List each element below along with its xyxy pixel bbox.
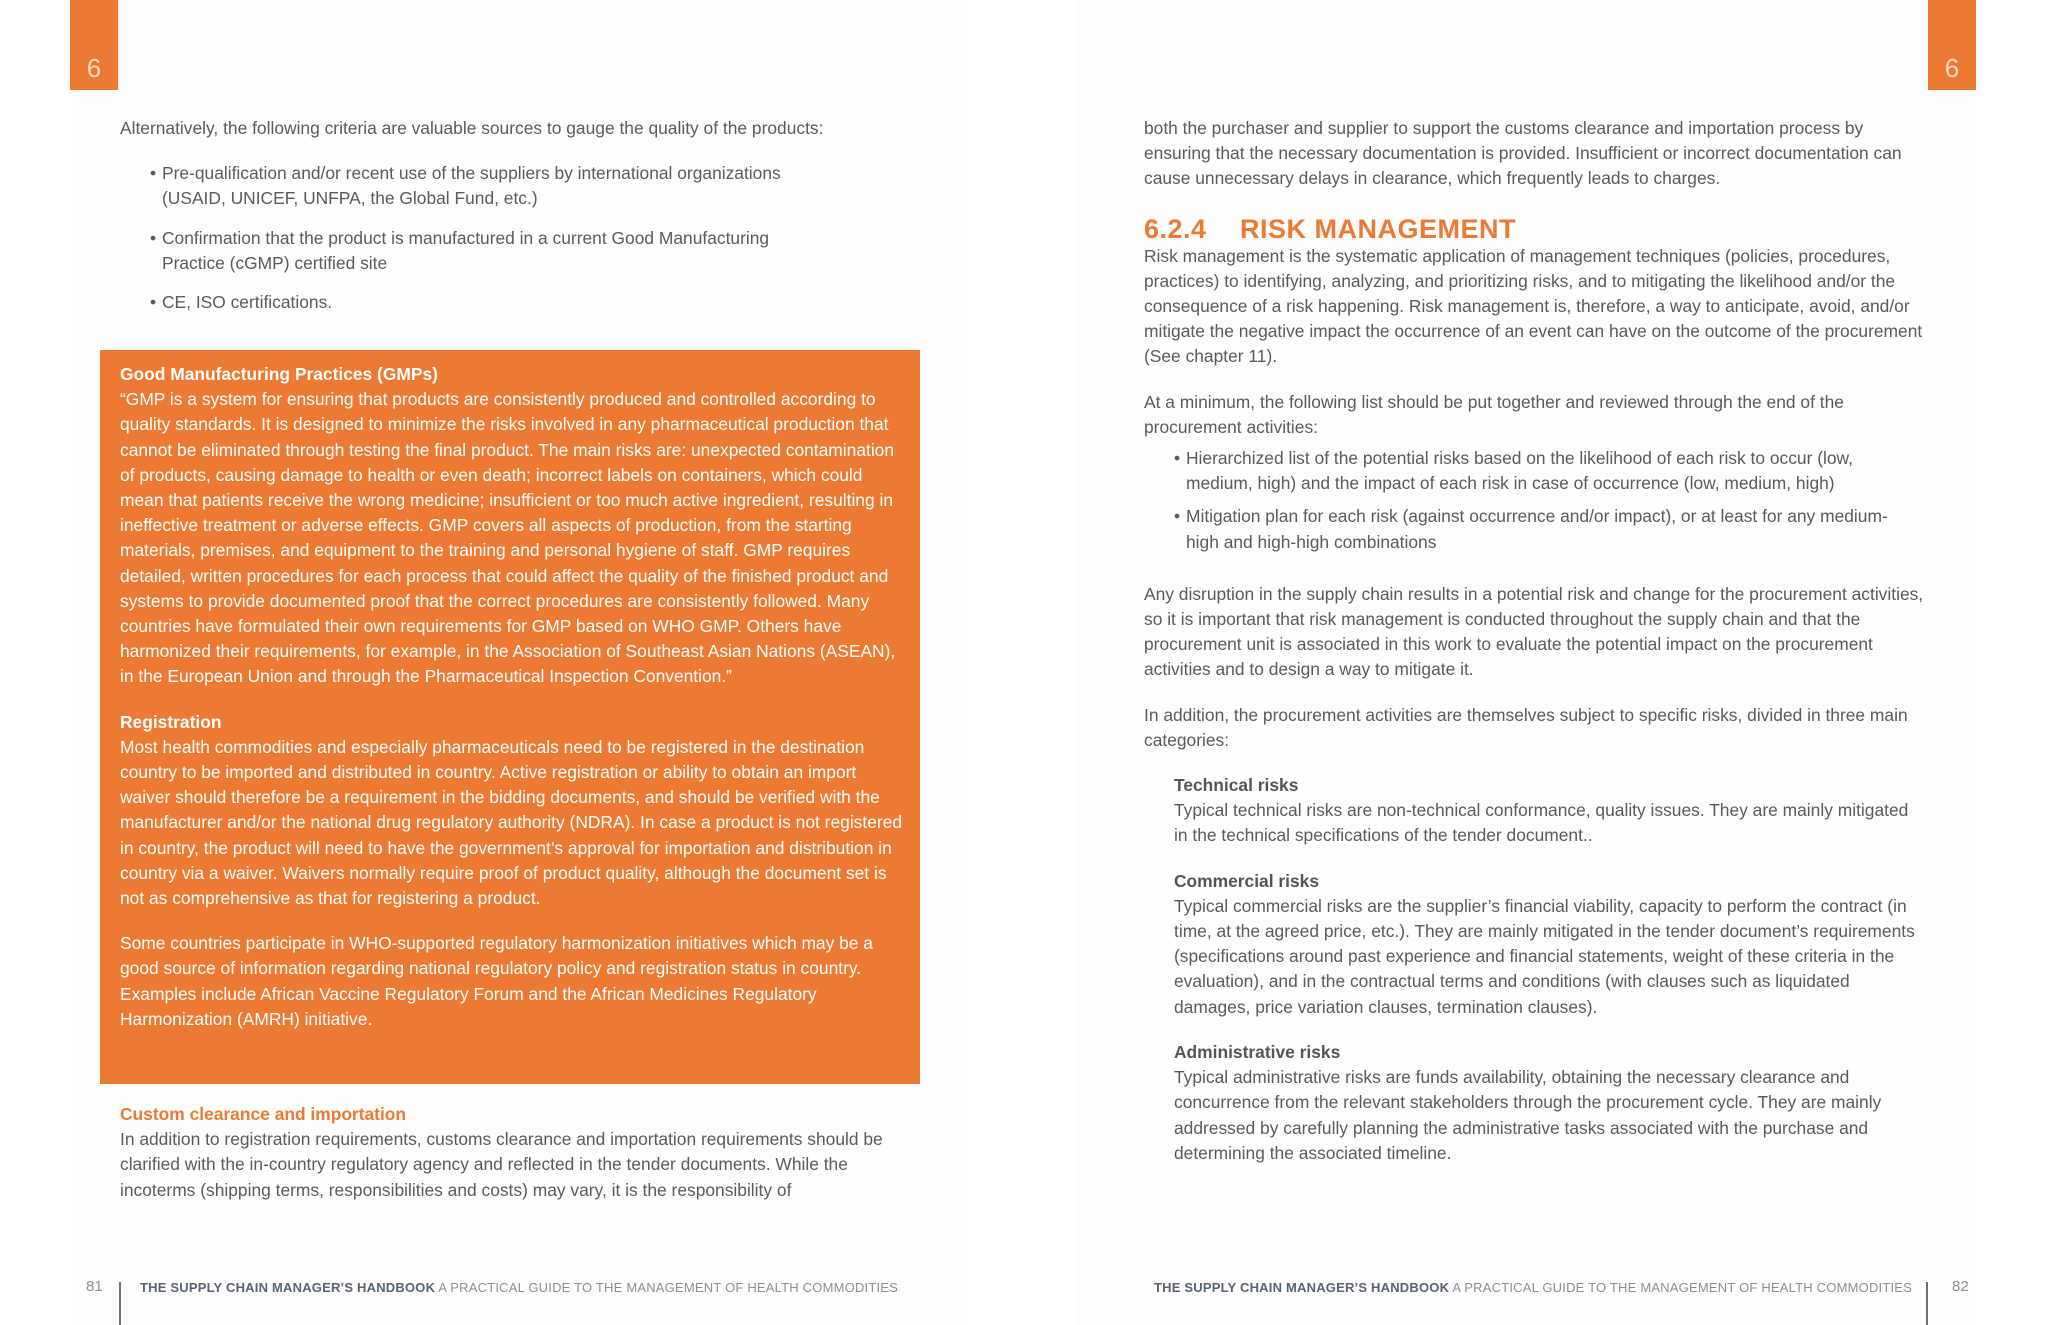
book-subtitle: A PRACTICAL GUIDE TO THE MANAGEMENT OF HEALTH COMMODITIES <box>1452 1280 1913 1295</box>
custom-clearance-paragraph: In addition to registration requirements, customs clearance and importation requirements should be clarified with the in-country regulatory agency and reflected in the tender documents. While the incoterms (shipping terms, responsibilities and costs) may vary, it is the responsibility of <box>120 1129 883 1200</box>
footer-divider-left <box>119 1282 121 1325</box>
left-page-number: 81 <box>86 1278 103 1295</box>
gmp-heading: Good Manufacturing Practices (GMPs) <box>120 364 438 384</box>
administrative-risks-paragraph: Typical administrative risks are funds availability, obtaining the necessary clearance and concurrence from the relevant stakeholders through the procurement cycle. They are mainly addressed by carefully planning the administrative tasks associated with the purchase and determining the associated timeline. <box>1174 1067 1882 1163</box>
chapter-number: 6 <box>86 53 102 83</box>
registration-paragraph: Most health commodities and especially pharmaceuticals need to be registered in the destination country to be imported and distributed in country. Active registration or ability to obtain an import waiver should therefore be a requirement in the bidding documents, and should be verified with the manufacturer and/or the national drug regulatory authority (NDRA). In case a product is not registered in country, the product will need to have the government’s approval for importation and distribution in country via a waiver. Waivers normally require proof of product quality, although the document set is not as comprehensive as that for registering a product. <box>120 736 903 909</box>
risk-categories <box>1174 773 1924 1166</box>
chapter-tab-right <box>1928 0 1976 90</box>
gmp-paragraph: “GMP is a system for ensuring that products are consistently produced and controlled according to quality standards. It is designed to minimize the risks involved in any pharmaceutical production that cannot be eliminated through testing the final product. The main risks are: unexpected contamination of products, causing damage to health or even death; incorrect labels on containers, which could mean that patients receive the wrong medicine; insufficient or too much active ingredient, resulting in ineffective treatment or adverse effects. GMP covers all aspects of production, from the starting materials, premises, and equipment to the training and personal hygiene of staff. GMP requires detailed, written procedures for each process that could affect the quality of the finished product and systems to provide documented proof that the correct procedures are consistently followed. Many countries have formulated their own requirements for GMP based on WHO GMP. Others have harmonized their requirements, for example, in the Association of Southeast Asian Nations (ASEAN), in the European Union and through the Pharmaceutical Inspection Convention.” <box>120 389 896 687</box>
section-heading <box>1144 214 1924 244</box>
intro-paragraph: Alternatively, the following criteria are valuable sources to gauge the quality of the products: <box>120 118 824 138</box>
list-item: • Hierarchized list of the potential risks based on the likelihood of each risk to occur (low, medium, high) and the impact of each risk in case of occurrence (low, medium, high) <box>1174 446 1914 496</box>
footer-divider-right <box>1926 1282 1928 1325</box>
risk-list <box>1174 446 1914 555</box>
gmp-callout-content <box>120 362 910 1032</box>
book-title: THE SUPPLY CHAIN MANAGER’S HANDBOOK <box>1154 1280 1450 1295</box>
administrative-risks-heading: Administrative risks <box>1174 1041 1341 1062</box>
left-footer <box>140 1280 898 1295</box>
commercial-risks-paragraph: Typical commercial risks are the supplier’s financial viability, capacity to perform the contract (in time, at the agreed price, etc.). They are mainly mitigated in the tender document’s requirements (specifications around past experience and financial statements, weight of these criteria in the evaluation), and in the contractual terms and conditions (with clauses such as liquidated damages, price variation clauses, termination clauses). <box>1174 895 1915 1017</box>
custom-clearance-heading: Custom clearance and importation <box>120 1104 407 1124</box>
chapter-tab-left <box>70 0 118 90</box>
continuation-paragraph: both the purchaser and supplier to support the customs clearance and importation process by ensuring that the necessary documentation is provided. Insufficient or incorrect documentation can cause unnecessary delays in clearance, which frequently leads to charges. <box>1144 118 1902 189</box>
list-item: • Pre-qualification and/or recent use of the suppliers by international organizations (USAID, UNICEF, UNFPA, the Global Fund, etc.) <box>150 161 830 211</box>
section-title: RISK MANAGEMENT <box>1240 213 1516 244</box>
commercial-risks-heading: Commercial risks <box>1174 870 1320 891</box>
list-item: • Mitigation plan for each risk (against occurrence and/or impact), or at least for any medium-high and high-high combinations <box>1174 504 1914 554</box>
addition-paragraph: In addition, the procurement activities are themselves subject to specific risks, divided in three main categories: <box>1144 704 1908 750</box>
chapter-number: 6 <box>1944 53 1960 83</box>
book-subtitle: A PRACTICAL GUIDE TO THE MANAGEMENT OF HEALTH COMMODITIES <box>438 1280 899 1295</box>
left-column-top <box>120 116 890 315</box>
disruption-paragraph: Any disruption in the supply chain results in a potential risk and change for the procurement activities, so it is important that risk management is conducted throughout the supply chain and that the procurement unit is associated in this work to evaluate the potential impact on the procurement activities and to design a way to mitigate it. <box>1144 583 1924 680</box>
registration-heading: Registration <box>120 711 222 732</box>
list-item: • CE, ISO certifications. <box>150 290 830 315</box>
harmonization-paragraph: Some countries participate in WHO-supported regulatory harmonization initiatives which may be a good source of information regarding national regulatory policy and registration status in country. Examples include African Vaccine Regulatory Forum and the African Medicines Regulatory Harmonization (AMRH) initiative. <box>120 933 873 1029</box>
book-title: THE SUPPLY CHAIN MANAGER’S HANDBOOK <box>140 1280 436 1295</box>
risk-intro-paragraph: Risk management is the systematic application of management techniques (policies, procedures, practices) to identifying, analyzing, and prioritizing risks, and to mitigating the likelihood and/or the consequence of a risk happening. Risk management is, therefore, a way to anticipate, avoid, and/or mitigate the negative impact the occurrence of an event can have on the outcome of the procurement (See chapter 11). <box>1144 245 1923 367</box>
list-item: • Confirmation that the product is manufactured in a current Good Manufacturing Practice (cGMP) certified site <box>150 226 830 276</box>
section-number: 6.2.4 <box>1144 213 1207 244</box>
quality-criteria-list <box>150 161 830 315</box>
minimum-paragraph: At a minimum, the following list should be put together and reviewed through the end of the procurement activities: <box>1144 391 1844 437</box>
technical-risks-paragraph: Typical technical risks are non-technical conformance, quality issues. They are mainly mitigated in the technical specifications of the tender document.. <box>1174 800 1909 846</box>
right-footer <box>1154 1280 1912 1295</box>
right-column <box>1144 116 1924 1166</box>
right-page-number: 82 <box>1952 1278 1969 1295</box>
technical-risks-heading: Technical risks <box>1174 775 1299 796</box>
custom-clearance-section <box>120 1102 910 1203</box>
